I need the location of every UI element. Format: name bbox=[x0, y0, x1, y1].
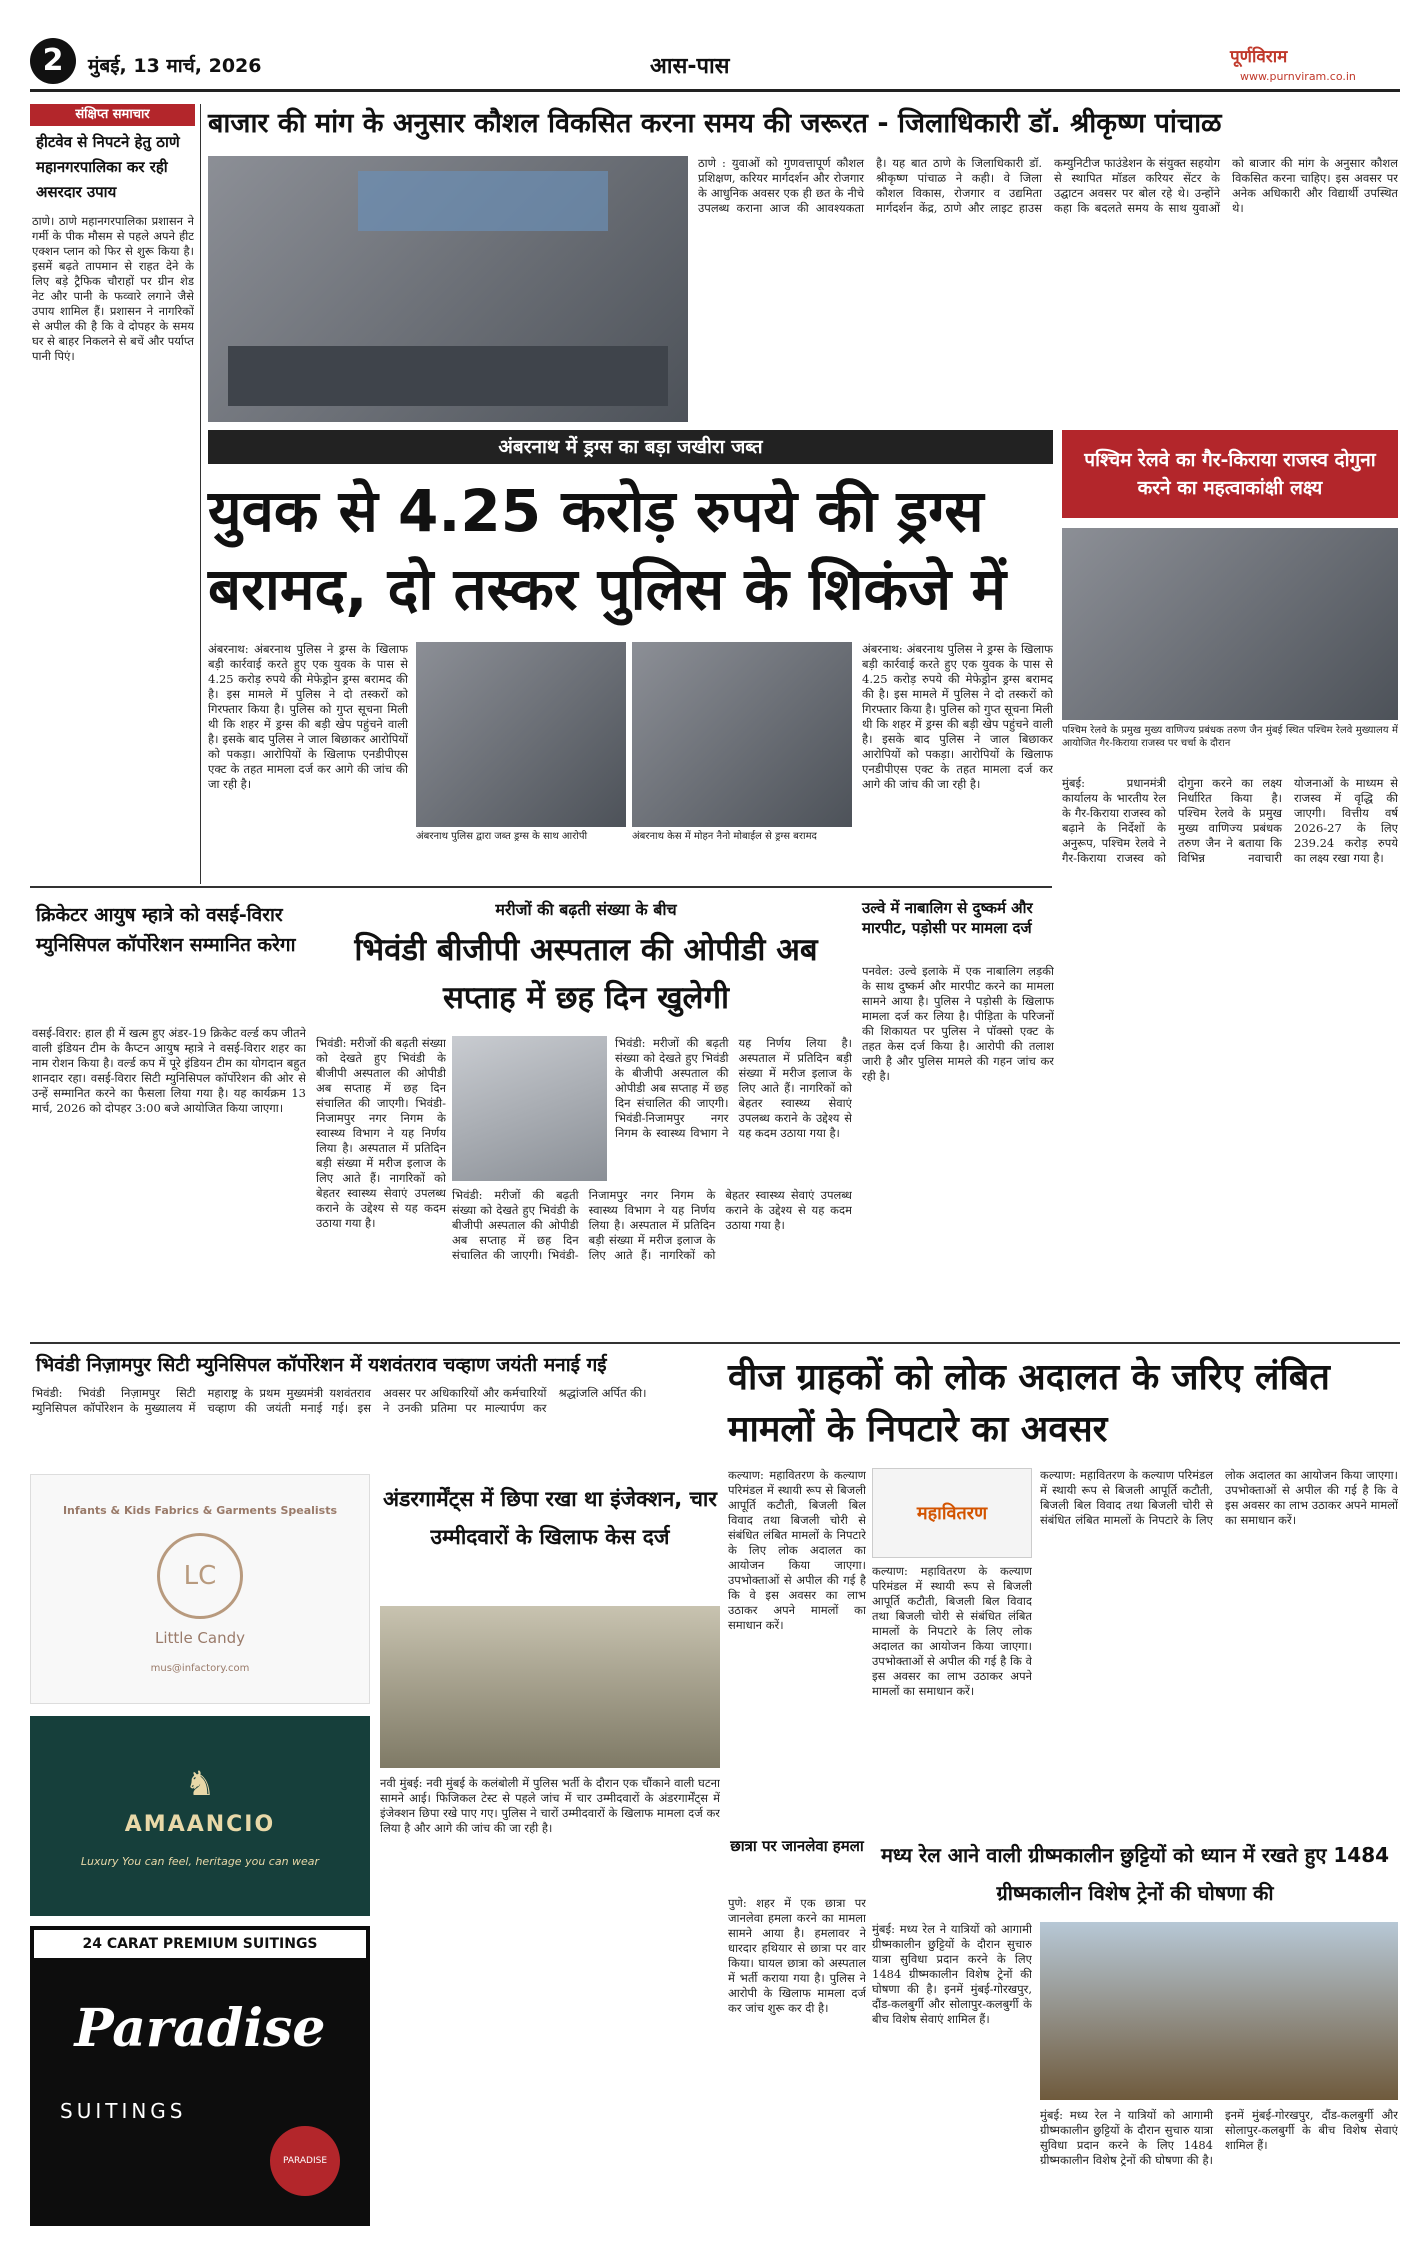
section-title: आस-पास bbox=[650, 54, 730, 79]
paradise-ad bbox=[30, 1926, 370, 2226]
story3-body: मुंबई: प्रधानमंत्री कार्यालय के भारतीय रेल के गैर-किराया राजस्व को बढ़ाने के निर्देशों के अनुरूप, पश्चिम रेलवे ने गैर-किराया राजस्व को दोगुना करने का लक्ष्य निर्धारित किया है। पश्चिम रेलवे के प्रमुख मुख्य वाणिज्य प्रबंधक तरुण जैन ने बताया कि विभिन्न नवाचारी योजनाओं के माध्यम से राजस्व में वृद्धि की जाएगी। वित्तीय वर्ष 2026-27 के लिए 239.24 करोड़ रुपये का लक्ष्य रखा गया है। bbox=[1062, 776, 1398, 865]
hospital-photo bbox=[452, 1036, 607, 1181]
photo-caption-1: अंबरनाथ पुलिस द्वारा जब्त ड्रग्स के साथ आरोपी bbox=[416, 831, 588, 842]
ad-top-line: Infants & Kids Fabrics & Garments Spealists bbox=[62, 1504, 338, 1517]
ad-brand-name: Paradise bbox=[74, 1998, 326, 2059]
story5-headline: भिवंडी बीजीपी अस्पताल की ओपीडी अब सप्ताह में छह दिन खुलेगी bbox=[354, 932, 818, 1016]
ad-brand-name: AMAANCIO bbox=[124, 1812, 276, 1837]
story11-body-col1: मुंबई: मध्य रेल ने यात्रियों को आगामी ग्रीष्मकालीन छुट्टियों के दौरान सुचारु यात्रा सुविधा प्रदान करने के लिए 1484 ग्रीष्मकालीन विशेष ट्रेनों की घोषणा की है। इनमें मुंबई-गोरखपुर, दौंड-कलबुर्गी और सोलापुर-कलबुर्गी के बीच विशेष सेवाएं शामिल हैं। bbox=[872, 1922, 1032, 2026]
ad-brand-name: Little Candy bbox=[154, 1629, 246, 1647]
story2-body-col1: अंबरनाथ: अंबरनाथ पुलिस ने ड्रग्स के खिलाफ बड़ी कार्रवाई करते हुए एक युवक के पास से 4.25 करोड़ रुपये की मेफेड्रोन ड्रग्स बरामद की है। इस मामले में पुलिस ने दो तस्करों को गिरफ्तार किया है। पुलिस को गुप्त सूचना मिली थी कि शहर में ड्रग्स की बड़ी खेप पहुंचने वाली है। इसके बाद पुलिस ने जाल बिछाकर आरोपियों को पकड़ा। आरोपियों के खिलाफ एनडीपीएस एक्ट के तहत मामला दर्ज कर आगे की जांच की जा रही है। bbox=[208, 642, 408, 791]
story1-body: ठाणे : युवाओं को गुणवत्तापूर्ण कौशल प्रशिक्षण, करियर मार्गदर्शन और रोजगार के आधुनिक अवसर एक ही छत के नीचे उपलब्ध कराना आज की आवश्यकता है। यह बात ठाणे के जिलाधिकारी डॉ. श्रीकृष्ण पांचाळ ने कही। वे जिला कौशल विकास, रोजगार व उद्यमिता मार्गदर्शन केंद्र, ठाणे और लाइट हाउस कम्युनिटीज फाउंडेशन के संयुक्त सहयोग से स्थापित मॉडल करियर सेंटर के उद्घाटन अवसर पर बोल रहे थे। उन्होंने कहा कि बदलते समय के साथ युवाओं को बाजार की मांग के अनुसार कौशल विकसित करना चाहिए। इस अवसर पर अनेक अधिकारी और विद्यार्थी उपस्थित थे। bbox=[698, 156, 1398, 215]
ad-header: 24 CARAT PREMIUM SUITINGS bbox=[34, 1930, 366, 1958]
drugs-photo-2 bbox=[632, 642, 852, 827]
section-divider bbox=[30, 1342, 1400, 1344]
story6-body: पनवेल: उल्वे इलाके में एक नाबालिग लड़की के साथ दुष्कर्म और मारपीट करने का मामला सामने आया है। पुलिस ने पड़ोसी के खिलाफ मामला दर्ज कर लिया है। पीड़िता के परिजनों की शिकायत पर पुलिस ने पॉक्सो एक्ट के तहत केस दर्ज किया है। आरोपी की तलाश जारी है और पुलिस मामले की गहन जांच कर रही है। bbox=[862, 964, 1054, 1083]
story8-body-col2: कल्याण: महावितरण के कल्याण परिमंडल में स्थायी रूप से बिजली आपूर्ति कटौती, बिजली बिल विवाद तथा बिजली चोरी से संबंधित लंबित मामलों के निपटारे के लिए लोक अदालत का आयोजन किया जाएगा। उपभोक्ताओं से अपील की गई है कि वे इस अवसर का लाभ उठाकर अपने मामलों का समाधान करें। bbox=[872, 1564, 1032, 1698]
column-divider bbox=[200, 104, 201, 884]
sidebar-body: ठाणे। ठाणे महानगरपालिका प्रशासन ने गर्मी के पीक मौसम से पहले अपने हीट एक्शन प्लान को फिर से शुरू किया है। इसमें बढ़ते तापमान से राहत देने के लिए बड़े ट्रैफिक चौराहों पर ग्रीन शेड नेट और पानी के फव्वारे लगाने जैसे उपाय शामिल हैं। प्रशासन ने नागरिकों से अपील की है कि वे दोपहर के समय घर से बाहर निकलने से बचें और पर्याप्त पानी पिएं। bbox=[32, 214, 194, 363]
story2-headline: युवक से 4.25 करोड़ रुपये की ड्रग्स बरामद, दो तस्कर पुलिस के शिकंजे में bbox=[208, 477, 1007, 623]
sidebar-headline: हीटवेव से निपटने हेतु ठाणे महानगरपालिका कर रही असरदार उपाय bbox=[36, 133, 180, 201]
ad-url: mus@infactory.com bbox=[150, 1663, 250, 1674]
section-divider bbox=[30, 886, 1052, 888]
amaancio-ad bbox=[30, 1716, 370, 1916]
brand-name: पूर्णविराम bbox=[1230, 47, 1288, 67]
story8-body-col3: कल्याण: महावितरण के कल्याण परिमंडल में स्थायी रूप से बिजली आपूर्ति कटौती, बिजली बिल विवाद तथा बिजली चोरी से संबंधित लंबित मामलों के निपटारे के लिए लोक अदालत का आयोजन किया जाएगा। उपभोक्ताओं से अपील की गई है कि वे इस अवसर का लाभ उठाकर अपने मामलों का समाधान करें। bbox=[1040, 1468, 1398, 1527]
photo-caption-2: अंबरनाथ केस में मोहन नैनो मोबाईल से ड्रग्स बरामद bbox=[632, 831, 817, 842]
story10-body: पुणे: शहर में एक छात्रा पर जानलेवा हमला करने का मामला सामने आया है। हमलावर ने धारदार हथियार से छात्रा पर वार किया। घायल छात्रा को अस्पताल में भर्ती कराया गया है। पुलिस ने आरोपी के खिलाफ मामला दर्ज कर जांच शुरू कर दी है। bbox=[728, 1896, 866, 2015]
story8-headline: वीज ग्राहकों को लोक अदालत के जरिए लंबित मामलों के निपटारे का अवसर bbox=[728, 1357, 1330, 1450]
story2-kicker: अंबरनाथ में ड्रग्स का बड़ा जखीरा जब्त bbox=[208, 430, 1053, 464]
train-photo bbox=[1040, 1922, 1398, 2100]
story6-headline: उल्वे में नाबालिग से दुष्कर्म और मारपीट, पड़ोसी पर मामला दर्ज bbox=[862, 899, 1033, 937]
event-photo bbox=[208, 156, 688, 422]
story11-headline: मध्य रेल आने वाली ग्रीष्मकालीन छुट्टियों को ध्यान में रखते हुए 1484 ग्रीष्मकालीन विशेष ट्रेनों की घोषणा की bbox=[880, 1843, 1390, 1905]
story9-headline: अंडरगार्मेंट्स में छिपा रखा था इंजेक्शन, चार उम्मीदवारों के खिलाफ केस दर्ज bbox=[383, 1487, 717, 1549]
story7-headline: भिवंडी निज़ामपुर सिटी म्युनिसिपल कॉर्पोरेशन में यशवंतराव चव्हाण जयंती मनाई गई bbox=[36, 1354, 607, 1376]
brand-url: www.purnviram.co.in bbox=[1240, 70, 1356, 83]
mahavitaran-logo: महावितरण bbox=[872, 1468, 1032, 1558]
railway-meeting-photo bbox=[1062, 528, 1398, 720]
sidebar-label: संक्षिप्त समाचार bbox=[30, 104, 195, 126]
police-recruitment-photo bbox=[380, 1606, 720, 1768]
story11-body-col2: मुंबई: मध्य रेल ने यात्रियों को आगामी ग्रीष्मकालीन छुट्टियों के दौरान सुचारु यात्रा सुविधा प्रदान करने के लिए 1484 ग्रीष्मकालीन विशेष ट्रेनों की घोषणा की है। इनमें मुंबई-गोरखपुर, दौंड-कलबुर्गी और सोलापुर-कलबुर्गी के बीच विशेष सेवाएं शामिल हैं। bbox=[1040, 2108, 1398, 2167]
horse-icon: ♞ bbox=[184, 1764, 216, 1804]
story4-body: वसई-विरार: हाल ही में खत्म हुए अंडर-19 क्रिकेट वर्ल्ड कप जीतने वाली इंडियन टीम के कैप्टन आयुष म्हात्रे ने वसई-विरार शहर का नाम रोशन किया है। वर्ल्ड कप में पूरे इंडियन टीम का योगदान बहुत शानदार रहा। वसई-विरार सिटी म्युनिसिपल कॉर्पोरेशन की ओर से उन्हें सम्मानित करने का फैसला लिया गया है। यह कार्यक्रम 13 मार्च, 2026 को दोपहर 3:00 बजे आयोजित किया जाएगा। bbox=[32, 1026, 306, 1115]
ad-sub: SUITINGS bbox=[60, 2099, 187, 2123]
story3-headline: पश्चिम रेलवे का गैर-किराया राजस्व दोगुना करने का महत्वाकांक्षी लक्ष्य bbox=[1062, 430, 1398, 518]
story5-body-col1: भिवंडी: मरीजों की बढ़ती संख्या को देखते हुए भिवंडी के बीजीपी अस्पताल की ओपीडी अब सप्ताह में छह दिन संचालित की जाएगी। भिवंडी-निजामपुर नगर निगम के स्वास्थ्य विभाग ने यह निर्णय लिया है। अस्पताल में प्रतिदिन बड़ी संख्या में मरीज इलाज के लिए आते हैं। नागरिकों को बेहतर स्वास्थ्य सेवाएं उपलब्ध कराने के उद्देश्य से यह कदम उठाया गया है। bbox=[316, 1036, 446, 1230]
story4-headline: क्रिकेटर आयुष म्हात्रे को वसई-विरार म्युनिसिपल कॉर्पोरेशन सम्मानित करेगा bbox=[36, 904, 296, 956]
ad-tagline: Luxury You can feel, heritage you can wear bbox=[80, 1855, 320, 1868]
story5-kicker: मरीजों की बढ़ती संख्या के बीच bbox=[495, 900, 677, 919]
story10-headline: छात्रा पर जानलेवा हमला bbox=[730, 1837, 864, 1855]
page-number: 2 bbox=[30, 38, 76, 84]
story5-body-col3: भिवंडी: मरीजों की बढ़ती संख्या को देखते हुए भिवंडी के बीजीपी अस्पताल की ओपीडी अब सप्ताह में छह दिन संचालित की जाएगी। भिवंडी-निजामपुर नगर निगम के स्वास्थ्य विभाग ने यह निर्णय लिया है। अस्पताल में प्रतिदिन बड़ी संख्या में मरीज इलाज के लिए आते हैं। नागरिकों को बेहतर स्वास्थ्य सेवाएं उपलब्ध कराने के उद्देश्य से यह कदम उठाया गया है। bbox=[615, 1036, 852, 1140]
paradise-badge: PARADISE bbox=[270, 2126, 340, 2196]
railway-caption: पश्चिम रेलवे के प्रमुख मुख्य वाणिज्य प्रबंधक तरुण जैन मुंबई स्थित पश्चिम रेलवे मुख्यालय में आयोजित गैर-किराया राजस्व पर चर्चा के दौरान bbox=[1062, 725, 1398, 749]
masthead-date: मुंबई, 13 मार्च, 2026 bbox=[88, 55, 262, 77]
candy-icon: LC bbox=[157, 1533, 243, 1619]
story7-body: भिवंडी: भिवंडी निज़ामपुर सिटी म्युनिसिपल कॉर्पोरेशन के मुख्यालय में महाराष्ट्र के प्रथम मुख्यमंत्री यशवंतराव चव्हाण की जयंती मनाई गई। इस अवसर पर अधिकारियों और कर्मचारियों ने उनकी प्रतिमा पर माल्यार्पण कर श्रद्धांजलि अर्पित की। bbox=[32, 1386, 647, 1415]
story9-body: नवी मुंबई: नवी मुंबई के कलंबोली में पुलिस भर्ती के दौरान एक चौंकाने वाली घटना सामने आई। फिजिकल टेस्ट से पहले जांच में चार उम्मीदवारों के अंडरगार्मेंट्स में इंजेक्शन छिपा रखे पाए गए। पुलिस ने चारों उम्मीदवारों के खिलाफ मामला दर्ज कर लिया है और आगे की जांच की जा रही है। bbox=[380, 1776, 720, 1835]
story2-body-col2: अंबरनाथ: अंबरनाथ पुलिस ने ड्रग्स के खिलाफ बड़ी कार्रवाई करते हुए एक युवक के पास से 4.25 करोड़ रुपये की मेफेड्रोन ड्रग्स बरामद की है। इस मामले में पुलिस ने दो तस्करों को गिरफ्तार किया है। पुलिस को गुप्त सूचना मिली थी कि शहर में ड्रग्स की बड़ी खेप पहुंचने वाली है। इसके बाद पुलिस ने जाल बिछाकर आरोपियों को पकड़ा। आरोपियों के खिलाफ एनडीपीएस एक्ट के तहत मामला दर्ज कर आगे की जांच की जा रही है। bbox=[862, 642, 1053, 791]
drugs-photo-1 bbox=[416, 642, 626, 827]
story5-body-col2: भिवंडी: मरीजों की बढ़ती संख्या को देखते हुए भिवंडी के बीजीपी अस्पताल की ओपीडी अब सप्ताह में छह दिन संचालित की जाएगी। भिवंडी-निजामपुर नगर निगम के स्वास्थ्य विभाग ने यह निर्णय लिया है। अस्पताल में प्रतिदिन बड़ी संख्या में मरीज इलाज के लिए आते हैं। नागरिकों को बेहतर स्वास्थ्य सेवाएं उपलब्ध कराने के उद्देश्य से यह कदम उठाया गया है। bbox=[452, 1188, 852, 1262]
story1-headline: बाजार की मांग के अनुसार कौशल विकसित करना समय की जरूरत - जिलाधिकारी डॉ. श्रीकृष्ण पांचाळ bbox=[208, 108, 1222, 139]
story8-body-col1: कल्याण: महावितरण के कल्याण परिमंडल में स्थायी रूप से बिजली आपूर्ति कटौती, बिजली बिल विवाद तथा बिजली चोरी से संबंधित लंबित मामलों के निपटारे के लिए लोक अदालत का आयोजन किया जाएगा। उपभोक्ताओं से अपील की गई है कि वे इस अवसर का लाभ उठाकर अपने मामलों का समाधान करें। bbox=[728, 1468, 866, 1632]
little-candy-ad bbox=[30, 1474, 370, 1704]
